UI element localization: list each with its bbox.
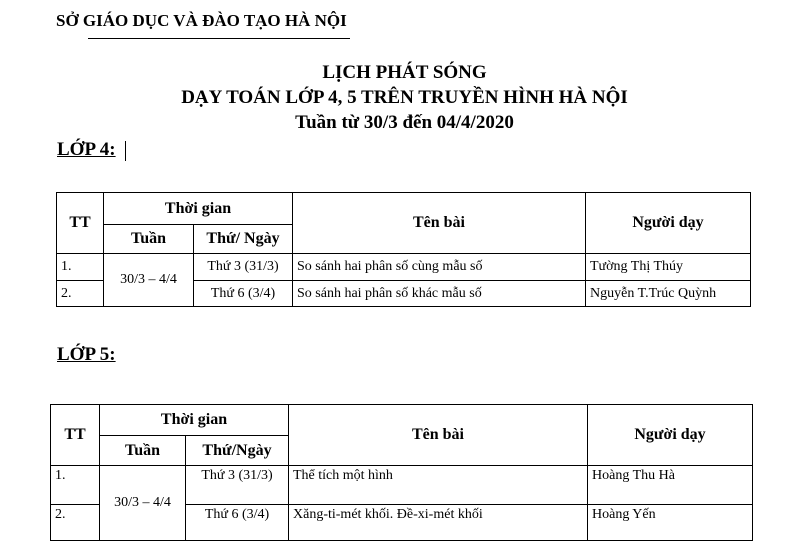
week-cell: 30/3 – 4/4 bbox=[104, 254, 194, 307]
day-cell: Thứ 3 (31/3) bbox=[186, 466, 289, 505]
lesson-cell: So sánh hai phân số cùng mẫu số bbox=[293, 254, 586, 281]
col-lesson: Tên bài bbox=[289, 405, 588, 466]
col-day: Thứ/Ngày bbox=[186, 436, 289, 466]
col-day: Thứ/ Ngày bbox=[194, 225, 293, 254]
grade-5-schedule-table bbox=[50, 404, 753, 541]
col-tt: TT bbox=[51, 405, 100, 466]
lesson-cell: Thể tích một hình bbox=[289, 466, 588, 505]
teacher-cell: Hoàng Thu Hà bbox=[588, 466, 753, 505]
row-number: 2. bbox=[57, 281, 104, 307]
day-cell: Thứ 6 (3/4) bbox=[194, 281, 293, 307]
day-cell: Thứ 3 (31/3) bbox=[194, 254, 293, 281]
title-line-3: Tuần từ 30/3 đến 04/4/2020 bbox=[295, 112, 514, 133]
col-teacher: Người dạy bbox=[586, 193, 751, 254]
col-week: Tuần bbox=[100, 436, 186, 466]
header-underline bbox=[88, 38, 350, 39]
grade-5-heading: LỚP 5: bbox=[57, 344, 116, 365]
table-row bbox=[57, 254, 751, 281]
teacher-cell: Tường Thị Thúy bbox=[586, 254, 751, 281]
row-number: 2. bbox=[51, 505, 100, 541]
row-number: 1. bbox=[51, 466, 100, 505]
teacher-cell: Hoàng Yến bbox=[588, 505, 753, 541]
col-time: Thời gian bbox=[104, 193, 293, 225]
col-teacher: Người dạy bbox=[588, 405, 753, 466]
teacher-cell: Nguyễn T.Trúc Quỳnh bbox=[586, 281, 751, 307]
text-cursor bbox=[125, 141, 126, 161]
title-line-2: DẠY TOÁN LỚP 4, 5 TRÊN TRUYỀN HÌNH HÀ NỘI bbox=[181, 87, 628, 108]
grade-4-heading: LỚP 4: bbox=[57, 139, 116, 160]
week-cell: 30/3 – 4/4 bbox=[100, 466, 186, 541]
row-number: 1. bbox=[57, 254, 104, 281]
title-line-1: LỊCH PHÁT SÓNG bbox=[322, 62, 487, 83]
lesson-cell: Xăng-ti-mét khối. Đề-xi-mét khối bbox=[289, 505, 588, 541]
grade-4-schedule-table bbox=[56, 192, 751, 307]
day-cell: Thứ 6 (3/4) bbox=[186, 505, 289, 541]
lesson-cell: So sánh hai phân số khác mẫu số bbox=[293, 281, 586, 307]
title-block bbox=[0, 60, 799, 135]
col-tt: TT bbox=[57, 193, 104, 254]
department-name: SỞ GIÁO DỤC VÀ ĐÀO TẠO HÀ NỘI bbox=[56, 11, 347, 30]
col-time: Thời gian bbox=[100, 405, 289, 436]
table-row bbox=[51, 466, 753, 505]
col-lesson: Tên bài bbox=[293, 193, 586, 254]
col-week: Tuần bbox=[104, 225, 194, 254]
